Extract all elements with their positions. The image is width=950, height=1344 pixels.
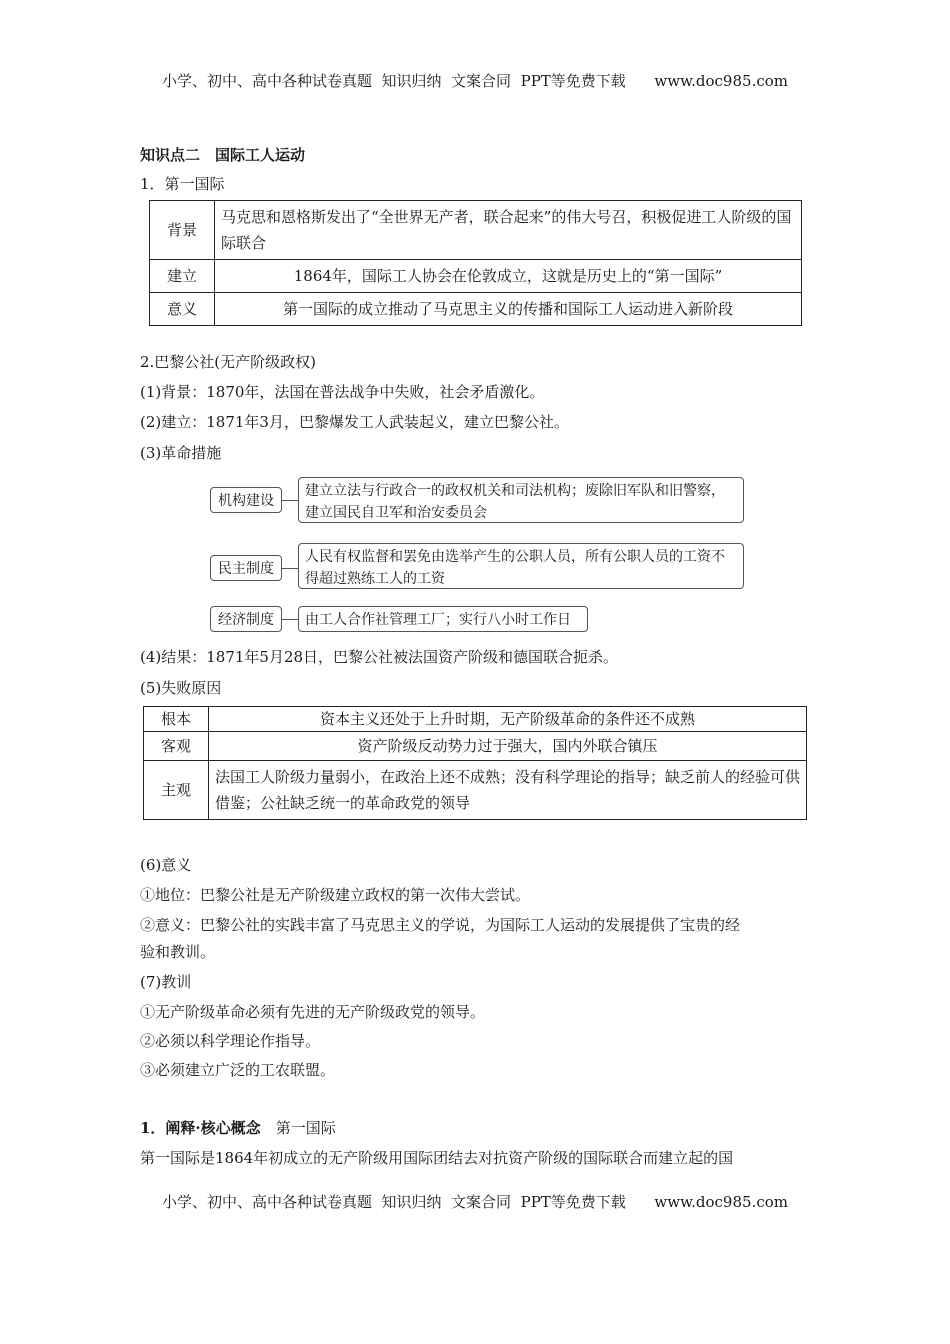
row-key: 建立 (150, 260, 215, 293)
table-row (150, 260, 802, 293)
first-international-table (149, 200, 802, 326)
subsection-first-international: 1．第一国际 (140, 175, 225, 193)
measure-label: 机构建设 (210, 487, 282, 513)
row-value: 1864年，国际工人协会在伦敦成立，这就是历史上的“第一国际” (215, 260, 802, 293)
paragraph-background: (1)背景：1870年，法国在普法战争中失败，社会矛盾激化。 (140, 383, 545, 401)
row-key: 背景 (150, 201, 215, 260)
row-key: 根本 (144, 707, 209, 732)
concept-title: 第一国际 (275, 1119, 336, 1137)
measure-content: 由工人合作社管理工厂；实行八小时工作日 (298, 606, 588, 632)
paragraph-significance-meaning: ②意义：巴黎公社的实践丰富了马克思主义的学说，为国际工人运动的发展提供了宝贵的经 (140, 916, 741, 934)
table-row (150, 201, 802, 260)
measure-label: 经济制度 (210, 606, 282, 632)
measure-content: 人民有权监督和罢免由选举产生的公职人员，所有公职人员的工资不得超过熟练工人的工资 (298, 543, 744, 589)
table-row (144, 707, 807, 732)
row-key: 意义 (150, 293, 215, 326)
connector-line (282, 568, 298, 569)
paragraph-lesson-1: ①无产阶级革命必须有先进的无产阶级政党的领导。 (140, 1003, 486, 1021)
row-value: 马克思和恩格斯发出了“全世界无产者，联合起来”的伟大号召，积极促进工人阶级的国际联合 (215, 201, 802, 260)
concept-head-label: 1．阐释·核心概念 (140, 1119, 261, 1137)
paragraph-establishment: (2)建立：1871年3月，巴黎爆发工人武装起义，建立巴黎公社。 (140, 413, 569, 431)
measure-label: 民主制度 (210, 555, 282, 581)
paragraph-significance-heading: (6)意义 (140, 856, 192, 874)
row-value: 第一国际的成立推动了马克思主义的传播和国际工人运动进入新阶段 (215, 293, 802, 326)
table-row (150, 293, 802, 326)
paragraph-significance-status: ①地位：巴黎公社是无产阶级建立政权的第一次伟大尝试。 (140, 886, 531, 904)
paragraph-failure-heading: (5)失败原因 (140, 679, 222, 697)
table-row (144, 732, 807, 761)
paragraph-measures-heading: (3)革命措施 (140, 444, 222, 462)
measure-content: 建立立法与行政合一的政权机关和司法机构；废除旧军队和旧警察，建立国民自卫军和治安委员会 (298, 477, 744, 523)
paragraph-result: (4)结果：1871年5月28日，巴黎公社被法国资产阶级和德国联合扼杀。 (140, 648, 619, 666)
connector-line (282, 500, 298, 501)
section-title: 知识点二 国际工人运动 (140, 146, 306, 164)
row-key: 主观 (144, 761, 209, 820)
page-header: 小学、初中、高中各种试卷真题 知识归纳 文案合同 PPT等免费下载 www.doc985.com (161, 72, 788, 90)
paragraph-lesson-3: ③必须建立广泛的工农联盟。 (140, 1061, 336, 1079)
connector-line (282, 619, 298, 620)
failure-reasons-table (143, 706, 807, 820)
subsection-paris-commune: 2.巴黎公社(无产阶级政权) (140, 353, 317, 371)
table-row (144, 761, 807, 820)
row-value: 法国工人阶级力量弱小，在政治上还不成熟；没有科学理论的指导；缺乏前人的经验可供借鉴；公社缺乏统一的革命政党的领导 (209, 761, 807, 820)
paragraph-lessons-heading: (7)教训 (140, 973, 192, 991)
page-footer: 小学、初中、高中各种试卷真题 知识归纳 文案合同 PPT等免费下载 www.doc985.com (161, 1193, 788, 1211)
paragraph-significance-meaning-cont: 验和教训。 (140, 943, 216, 961)
row-value: 资产阶级反动势力过于强大，国内外联合镇压 (209, 732, 807, 761)
row-key: 客观 (144, 732, 209, 761)
row-value: 资本主义还处于上升时期，无产阶级革命的条件还不成熟 (209, 707, 807, 732)
paragraph-lesson-2: ②必须以科学理论作指导。 (140, 1032, 321, 1050)
concept-heading (140, 1118, 336, 1138)
concept-definition: 第一国际是1864年初成立的无产阶级用国际团结去对抗资产阶级的国际联合而建立起的国 (140, 1149, 734, 1167)
